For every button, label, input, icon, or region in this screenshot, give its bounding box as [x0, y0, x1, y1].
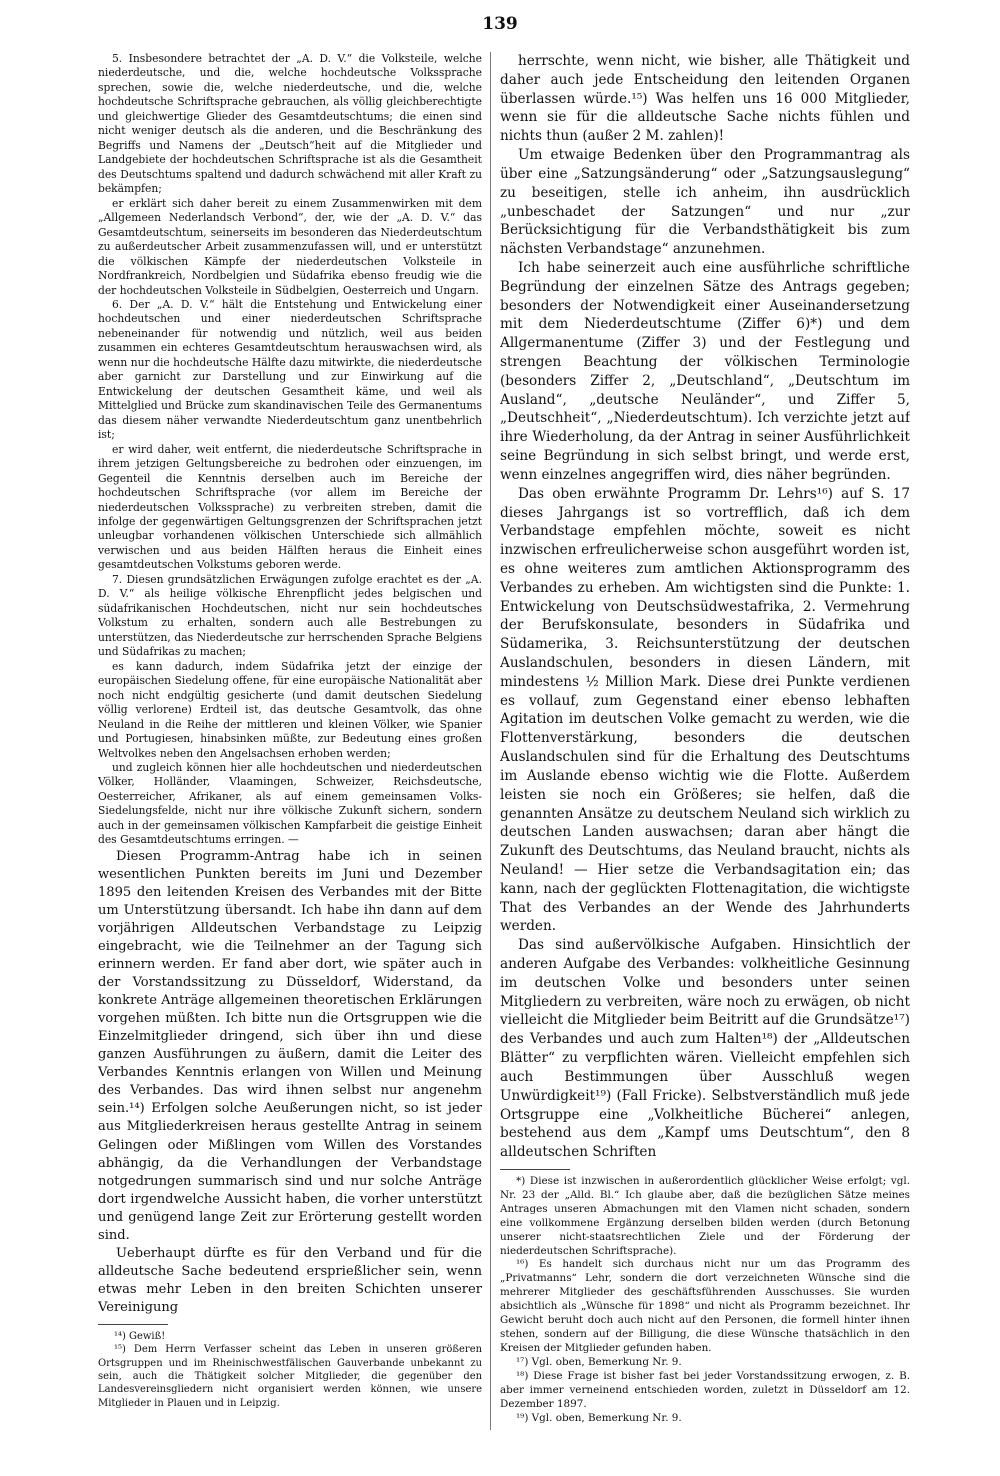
footnote-separator: [98, 1324, 168, 1325]
left-column: [98, 52, 482, 1430]
program-item: 6. Der „A. D. V.“ hält die Entstehung und Entwickelung einer hochdeutschen und einer niederdeutschen Schriftsprache nebeneinander für notwendig und nützlich, weil aus beiden zusammen ein echteres Gesamtdeutschtum herauswachsen wird, als wenn nur die hochdeutsche Hälfte dazu mitwirkte, die niederdeutsche aber garnicht zur Darstellung und zur Einwirkung auf die Entwickelung der deutschen Gesamtheit käme, und weil als Mittelglied und Brücke zum skandinavischen Teile des Germanentums das diesem näher verwandte Niederdeutschtum ganz unentbehrlich ist;: [98, 297, 482, 442]
program-item: und zugleich können hier alle hochdeutschen und niederdeutschen Völker, Holländer, Vlaamingen, Schweizer, Reichsdeutsche, Oesterreicher, Afrikaner, als auf einem gemeinsamen Volks-Siedelungsfelde, nicht nur ihre völkische Zukunft sichern, sondern auch in der gemeinsamen völkischen Kampfarbeit die geistige Einheit des Gesamtdeutschtums erringen. —: [98, 760, 482, 847]
column-divider: [490, 52, 491, 1430]
body-paragraph: Ich habe seinerzeit auch eine ausführliche schriftliche Begründung der einzelnen Sätze des Antrags gegeben; besonders der Notwendigkeit einer Auseinandersetzung mit dem Niederdeutschtume (Ziffer 6)*) und dem Allgermanentume (Ziffer 3) und der Festlegung und strengen Beachtung der völkischen Terminologie (besonders Ziffer 2, „Deutschland“, „Deutschtum im Ausland“, „deutsche Neuländer“, und Ziffer 5, „Deutschheit“, „Niederdeutschtum). Ich verzichte jetzt auf ihre Wiederholung, da der Antrag in seiner Ausführlichkeit seine Begründung in sich selbst bringt, und werde erst, wenn einzelnes angegriffen wird, dies näher begründen.: [500, 259, 910, 483]
footnote: ¹⁴) Gewiß!: [114, 1331, 166, 1342]
footnote: ¹⁸) Diese Frage ist bisher fast bei jeder Vorstandssitzung erwogen, z. B. aber immer verneinend entschieden worden, zuletzt in Düsseldorf am 12. Dezember 1897.: [500, 1369, 910, 1410]
page-number: 139: [482, 14, 518, 34]
body-paragraph: Das oben erwähnte Programm Dr. Lehrs¹⁶) auf S. 17 dieses Jahrgangs ist so vortrefflich, daß ich dem Verbandstage empfehlen möchte, soweit es nicht inzwischen erfreulicherweise schon ausgeführt worden ist, es ohne weiteres zum amtlichen Aktionsprogramm des Verbandes zu erheben. Am wichtigsten sind die Punkte: 1. Entwickelung von Deutschsüdwestafrika, 2. Vermehrung der Berufskonsulate, besonders in Südafrika und Südamerika, 3. Reichsunterstützung der deutschen Auslandschulen, besonders in diesen Ländern, mit mindestens ½ Million Mark. Diese drei Punkte verdienen es vollauf, zum Gegenstand einer ebenso lebhaften Agitation im deutschen Volke gemacht zu werden, wie die Flottenverstärkung, besonders die deutschen Auslandschulen sind für die Erhaltung des Deutschtums im Auslande ebenso wichtig wie die Flotte. Außerdem leisten sie noch ein Größeres; sie helfen, daß die genannten Ansätze zu deutschem Neuland sich wirklich zu deutschen Landen auswachsen; daran aber hängt die Zukunft des Deutschtums, das Neuland braucht, nichts als Neuland! — Hier setze die Verbandsagitation ein; das kann, nach der geglückten Flottenagitation, die wichtigste That des Verbandes an der Wende des Jahrhunderts werden.: [500, 485, 910, 935]
footnote: ¹⁹) Vgl. oben, Bemerkung Nr. 9.: [516, 1411, 682, 1424]
footnote: *) Diese ist inzwischen in außerordentlich glücklicher Weise erfolgt; vgl. Nr. 23 der „Alld. Bl.“ Ich glaube aber, daß die bezüglichen Sätze meines Antrages unseren Abmachungen mit den Vlamen nicht schaden, sondern eine vollkommene Ergänzung derselben bilden werden (durch Betonung unserer nicht-staatsrechtlichen Ziele und der Förderung der niederdeutschen Schriftsprache).: [500, 1174, 910, 1257]
body-paragraph: Um etwaige Bedenken über den Programmantrag als über eine „Satzungsänderung“ oder „Satzungsauslegung“ zu beseitigen, stelle ich anheim, ihn ausdrücklich „unbeschadet der Satzungen“ und nur „zur Berücksichtigung für die Verbandsthätigkeit bis zum nächsten Verbandstage“ anzunehmen.: [500, 147, 910, 258]
program-item: es kann dadurch, indem Südafrika jetzt der einzige der europäischen Siedelung offene, für eine europäische Nationalität aber noch nicht endgültig gesicherte (und damit deutschen Siedelung völlig verlorene) Erdteil ist, das deutsche Gesamtvolk, das ohne Neuland in die Reihe der mittleren und kleinen Völker, wie Spanier und Portugiesen, hinabsinken müßte, zur Bedeutung eines großen Weltvolkes neben den Angelsachsen erhoben werden;: [98, 659, 482, 760]
footnote: ¹⁶) Es handelt sich durchaus nicht nur um das Programm des „Privatmanns“ Lehr, sondern die dort verzeichneten Wünsche sind die mehrerer Mitglieder des geschäftsführenden Ausschusses. Sie wurden absichtlich als „Wünsche für 1898“ und nicht als Programm bezeichnet. Ihr Gewicht beruht doch auch nicht auf den Personen, die formell hinter ihnen stehen, sondern auf der Billigung, die diese Wünsche thatsächlich in den Kreisen der Mitglieder gefunden haben.: [500, 1258, 910, 1354]
program-item: 7. Diesen grundsätzlichen Erwägungen zufolge erachtet es der „A. D. V.“ als heilige völkische Ehrenpflicht jedes belgischen und südafrikanischen Hochdeutschen, nicht nur sein hochdeutsches Volkstum zu erhalten, sondern auch alle Bestrebungen zu unterstützen, das Niederdeutsche zur herrschenden Sprache Belgiens und Südafrikas zu machen;: [98, 572, 482, 659]
right-column: [500, 52, 910, 1430]
body-paragraph: Diesen Programm-Antrag habe ich in seinen wesentlichen Punkten bereits im Juni und Dezember 1895 den leitenden Kreisen des Verbandes mit der Bitte um Unterstützung übersandt. Ich habe ihn dann auf dem vorjährigen Alldeutschen Verbandstage zu Leipzig eingebracht, wie die Teilnehmer an der Tagung sich erinnern werden. Er fand aber dort, wie später auch in der Vorstandssitzung zu Düsseldorf, Widerstand, da konkrete Anträge allgemeinen theoretischen Erklärungen vorgehen müßten. Ich bitte nun die Ortsgruppen wie die Einzelmitglieder dringend, sich über ihn und diese ganzen Ausführungen zu äußern, damit die Leiter des Verbandes Kenntnis erlangen von Willen und Meinung des Verbandes. Das wird ihnen selbst nur angenehm sein.¹⁴) Erfolgen solche Aeußerungen nicht, so ist jeder aus Mitgliederkreisen heraus gestellte Antrag in seinem Gelingen oder Mißlingen vom Willen des Vorstandes abhängig, da die Verhandlungen der Verbandstage notgedrungen summarisch sind und nur solche Anträge dort irgendwelche Aussicht haben, die vorher unterstützt und genügend lange Zeit zur Erörterung gestellt worden sind.: [98, 848, 482, 1243]
footnote: ¹⁵) Dem Herrn Verfasser scheint das Leben in unseren größeren Ortsgruppen und im Rheinischwestfälischen Gauverbande unbekannt zu sein, auch die Thätigkeit solcher Mitglieder, die gegenüber den Landesvereinsgliedern nicht organisiert werden können, wie unsere Mitglieder in Plauen und in Leipzig.: [98, 1344, 482, 1409]
footnote-separator: [500, 1169, 570, 1170]
body-paragraph: Das sind außervölkische Aufgaben. Hinsichtlich der anderen Aufgabe des Verbandes: volkheitliche Gesinnung im deutschen Volke und besonders unter seinen Mitgliedern zu verbreiten, wäre noch zu erwägen, ob nicht vielleicht die Mitglieder beim Beitritt auf die Grundsätze¹⁷) des Verbandes und auch zum Halten¹⁸) der „Alldeutschen Blätter“ zu verpflichten wären. Vielleicht empfehlen sich auch Bestimmungen über Ausschluß wegen Unwürdigkeit¹⁹) (Fall Fricke). Selbstverständlich muß jede Ortsgruppe eine „Volkheitliche Bücherei“ anlegen, bestehend aus dem „Kampf ums Deutschtum“, den 8 alldeutschen Schriften: [500, 937, 910, 1161]
body-paragraph: Ueberhaupt dürfte es für den Verband und für die alldeutsche Sache bedeutend ersprießlicher sein, wenn etwas mehr Leben in den breiten Schichten unserer Vereinigung: [98, 1245, 482, 1315]
body-paragraph: herrschte, wenn nicht, wie bisher, alle Thätigkeit und daher auch jede Entscheidung den leitenden Organen überlassen würde.¹⁵) Was helfen uns 16 000 Mitglieder, wenn sie für die alldeutsche Sache nichts fühlen und nichts thun (außer 2 M. zahlen)!: [500, 53, 910, 145]
footnote: ¹⁷) Vgl. oben, Bemerkung Nr. 9.: [516, 1355, 682, 1368]
program-item: er erklärt sich daher bereit zu einem Zusammenwirken mit dem „Allgemeen Nederlandsch Verbond“, der, wie der „A. D. V.“ das Gesamtdeutschtum, seinerseits im besonderen das Niederdeutschtum zu außerdeutscher Arbeit zusammenzufassen will, und er unterstützt die völkischen Kämpfe der niederdeutschen Volksteile in Nordfrankreich, Nordbelgien und Südafrika ebenso freudig wie die der hochdeutschen Volksteile in Südbelgien, Oesterreich und Ungarn.: [98, 196, 482, 297]
program-item: 5. Insbesondere betrachtet der „A. D. V.“ die Volksteile, welche niederdeutsche, und die, welche hochdeutsche Volkssprache sprechen, sowie die, welche niederdeutsche, und die, welche hochdeutsche Schriftsprache gebrauchen, als völlig gleichberechtigte und gleichwertige Glieder des Gesamtdeutschtums; die einen sind nicht weniger deutsch als die anderen, und die Beschränkung des Begriffs und Namens der „Deutsch“heit auf die Mitglieder und Landgebiete der hochdeutschen Schriftsprache ist als die Gesamtheit des Deutschtums spaltend und dadurch schwächend mit aller Kraft zu bekämpfen;: [98, 52, 482, 196]
program-item: er wird daher, weit entfernt, die niederdeutsche Schriftsprache in ihrem jetzigen Geltungsbereiche zu bedrohen oder einzuengen, im Gegenteil die Kenntnis derselben auch im Bereiche der hochdeutschen Schriftsprache (vor allem im Bereiche der niederdeutschen Volkssprache) zu verbreiten streben, damit die infolge der gegenwärtigen Geltungsgrenzen der Schriftsprachen jetzt unleugbar vorhandenen völkischen Unterschiede sich allmählich verwischen und aus beiden Hälften heraus die Einheit eines gesamtdeutschen Volkstums geboren werde.: [98, 442, 482, 572]
